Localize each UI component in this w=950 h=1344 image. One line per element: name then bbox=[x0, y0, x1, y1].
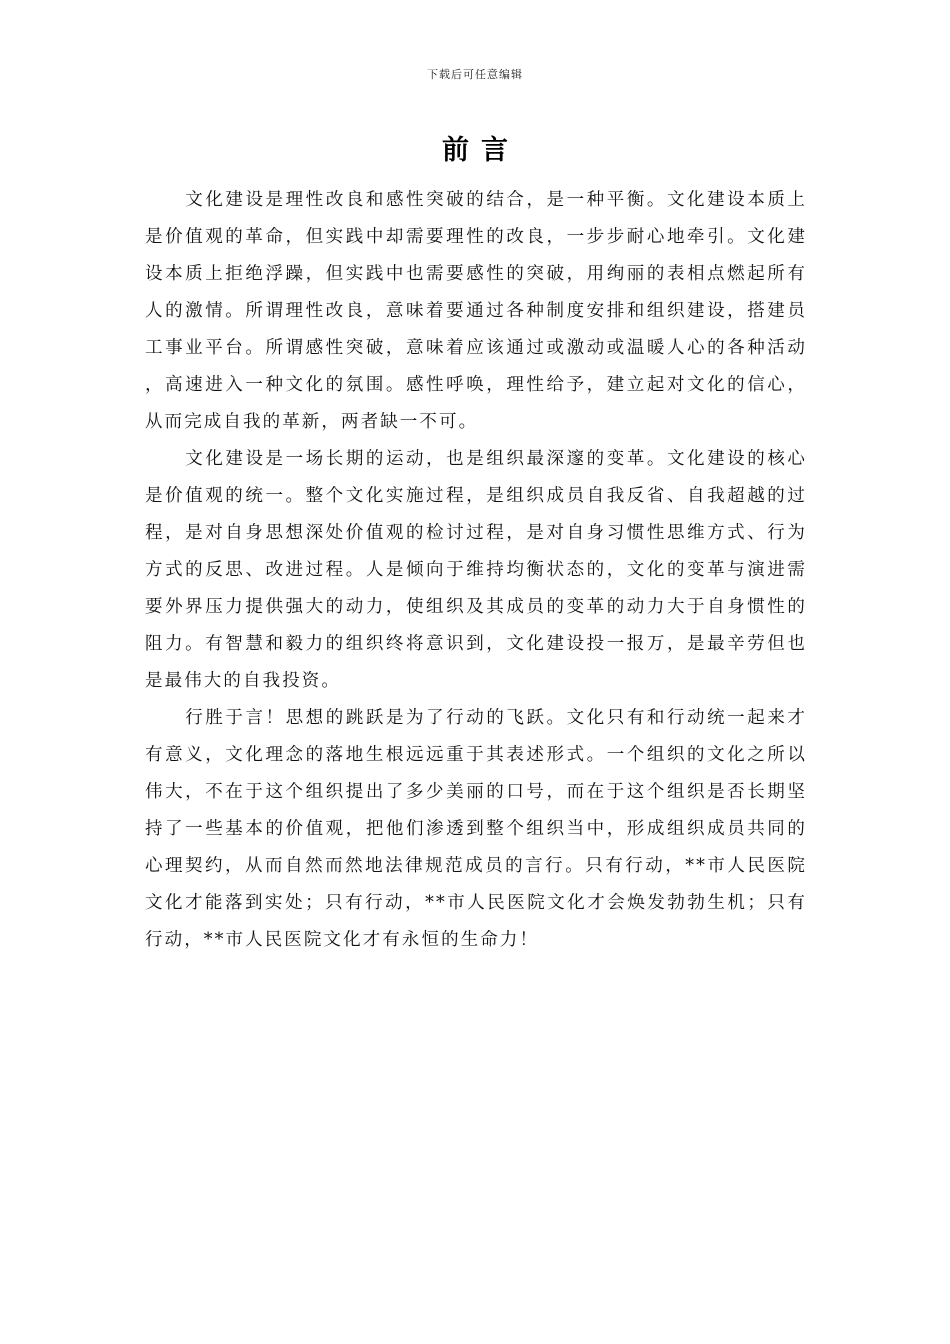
paragraph-3: 行胜于言！思想的跳跃是为了行动的飞跃。文化只有和行动统一起来才有意义，文化理念的落地生根远远重于其表述形式。一个组织的文化之所以伟大，不在于这个组织提出了多少美丽的口号，而在于这个组织是否长期坚持了一些基本的价值观，把他们渗透到整个组织当中，形成组织成员共同的心理契约，从而自然而然地法律规范成员的言行。只有行动，**市人民医院文化才能落到实处；只有行动，**市人民医院文化才会焕发勃勃生机；只有行动，**市人民医院文化才有永恒的生命力！ bbox=[145, 708, 807, 950]
document-body bbox=[145, 182, 807, 959]
header-note: 下载后可任意编辑 bbox=[427, 68, 523, 81]
paragraph-2: 文化建设是一场长期的运动，也是组织最深邃的变革。文化建设的核心是价值观的统一。整个文化实施过程，是组织成员自我反省、自我超越的过程，是对自身思想深处价值观的检讨过程，是对自身习惯性思维方式、行为方式的反思、改进过程。人是倾向于维持均衡状态的，文化的变革与演进需要外界压力提供强大的动力，使组织及其成员的变革的动力大于自身惯性的阻力。有智慧和毅力的组织终将意识到，文化建设投一报万，是最辛劳但也是最伟大的自我投资。 bbox=[145, 449, 807, 691]
page-title: 前言 bbox=[442, 135, 520, 166]
paragraph-1: 文化建设是理性改良和感性突破的结合，是一种平衡。文化建设本质上是价值观的革命，但实践中却需要理性的改良，一步步耐心地牵引。文化建设本质上拒绝浮躁，但实践中也需要感性的突破，用绚丽的表相点燃起所有人的激情。所谓理性改良，意味着要通过各种制度安排和组织建设，搭建员工事业平台。所谓感性突破，意味着应该通过或激动或温暖人心的各种活动，高速进入一种文化的氛围。感性呼唤，理性给予，建立起对文化的信心，从而完成自我的革新，两者缺一不可。 bbox=[145, 190, 807, 432]
